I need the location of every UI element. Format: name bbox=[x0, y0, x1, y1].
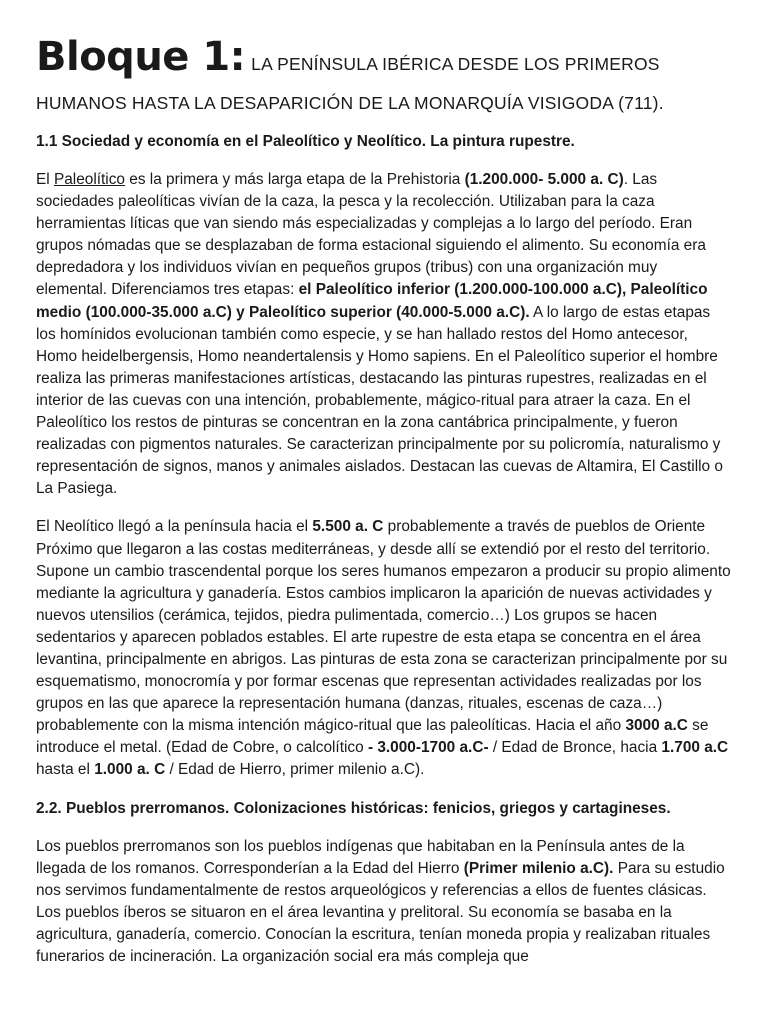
bold-date: 1.000 a. C bbox=[94, 761, 166, 779]
section-title-1-1: 1.1 Sociedad y economía en el Paleolítico y Neolítico. La pintura rupestre. bbox=[36, 133, 575, 150]
heading-line bbox=[36, 34, 732, 89]
paragraph-paleolithic: El Paleolítico es la primera y más larga etapa de la Prehistoria (1.200.000- 5.000 a. C). Las sociedades paleolíticas vivían de la caza, la pesca y la recolección. Utilizaban para la caza herramientas líticas que van siendo más especializadas y complejas a lo largo del período. Eran grupos nómadas que se desplazaban de forma estacional siguiendo el alimento. Su economía era depredadora y los individuos vivían en pequeños grupos (tribus) con una organización muy elemental. Diferenciamos tres etapas: el Paleolítico inferior (1.200.000-100.000 a.C), Paleolítico medio (100.000-35.000 a.C) y Paleolítico superior (40.000-5.000 a.C). A lo largo de estas etapas los homínidos evolucionan también como especie, y se han hallado restos del Homo antecesor, Homo heidelbergensis, Homo neandertalensis y Homo sapiens. En el Paleolítico superior el hombre realiza las primeras manifestaciones artísticas, destacando las pinturas rupestres, realizadas en el interior de las cuevas con una intención, probablemente, mágico-ritual para atraer la caza. En el Paleolítico los restos de pinturas se concentran en la zona cantábrica principalmente, y fueron realizadas con pigmentos naturales. Se caracterizan principalmente por su policromía, naturalismo y representación de signos, manos y animales aislados. Destacan las cuevas de Altamira, El Castillo o La Pasiega. bbox=[36, 171, 723, 498]
paragraph-neolithic: El Neolítico llegó a la península hacia el 5.500 a. C probablemente a través de pueblos de Oriente Próximo que llegaron a las costas mediterráneas, y desde allí se extendió por el resto del territorio. Supone un cambio trascendental porque los seres humanos empezaron a producir su propio alimento mediante la agricultura y ganadería. Estos cambios implicaron la aparición de nuevas actividades y nuevos utensilios (cerámica, tejidos, piedra pulimentada, comercio…) Los grupos se hacen sedentarios y aparecen poblados estables. El arte rupestre de esta etapa se concentra en el área levantina, principalmente en abrigos. Las pinturas de esta zona se caracterizan principalmente por su esquematismo, monocromía y por formar escenas que representan actividades realizadas por los grupos en las que aparece la representación humana (danzas, rituales, escenas de caza…) probablemente con la misma intención mágico-ritual que las paleolíticas. Hacia el año 3000 a.C se introduce el metal. (Edad de Cobre, o calcolítico - 3.000-1700 a.C- / Edad de Bronce, hacia 1.700 a.C hasta el 1.000 a. C / Edad de Hierro, primer milenio a.C). bbox=[36, 518, 731, 779]
block-subtitle-continued: HUMANOS HASTA LA DESAPARICIÓN DE LA MONARQUÍA VISIGODA (711). bbox=[36, 93, 664, 113]
section-title-2-2: 2.2. Pueblos prerromanos. Colonizaciones históricas: fenicios, griegos y cartagineses. bbox=[36, 799, 671, 817]
paragraph-prerroman-peoples: Los pueblos prerromanos son los pueblos indígenas que habitaban en la Península antes de la llegada de los romanos. Corresponderían a la Edad del Hierro (Primer milenio a.C). Para su estudio nos servimos fundamentalmente de restos arqueológicos y referencias a ellos de fuentes clásicas. Los pueblos íberos se situaron en el área levantina y prelitoral. Su economía se basaba en la agricultura, ganadería, comercio. Conocían la escritura, tenían moneda propia y realizaban rituales funerarios de incineración. La organización social era más compleja que bbox=[36, 837, 725, 965]
paleolithic-link[interactable]: Paleolítico bbox=[53, 171, 125, 188]
bold-date: 3000 a.C bbox=[625, 717, 688, 735]
bold-date: 1.700 a.C bbox=[661, 739, 729, 757]
document-heading bbox=[36, 34, 732, 115]
block-subtitle: LA PENÍNSULA IBÉRICA DESDE LOS PRIMEROS bbox=[251, 54, 660, 74]
block-title: Bloque 1: bbox=[36, 34, 246, 80]
bold-date: (Primer milenio a.C). bbox=[463, 859, 614, 877]
bold-date: 5.500 a. C bbox=[312, 518, 384, 536]
bold-date: - 3.000-1700 a.C- bbox=[367, 739, 489, 757]
bold-stages: el Paleolítico inferior (1.200.000-100.000 a.C), Paleolítico medio (100.000-35.000 a.C) y Paleolítico superior (40.000-5.000 a.C). bbox=[36, 281, 708, 321]
bold-date-range: (1.200.000- 5.000 a. C) bbox=[464, 171, 624, 188]
